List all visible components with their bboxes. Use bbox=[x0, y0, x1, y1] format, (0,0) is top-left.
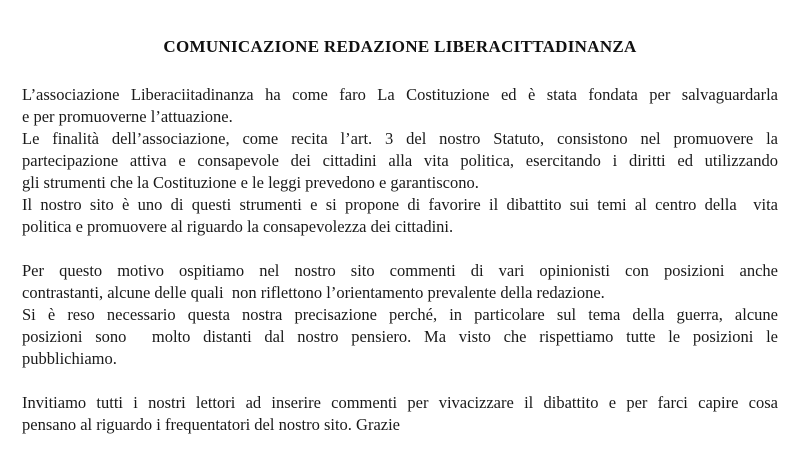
text-line: Per questo motivo ospitiamo nel nostro sito commenti di vari opinionisti con posizioni anche bbox=[22, 261, 778, 280]
text-block bbox=[22, 84, 778, 238]
paragraph bbox=[22, 304, 778, 370]
text-line: posizioni sono molto distanti dal nostro pensiero. Ma visto che rispettiamo tutte le posizioni le bbox=[22, 327, 778, 346]
text-block bbox=[22, 260, 778, 370]
text-line: partecipazione attiva e consapevole dei cittadini alla vita politica, esercitando i diritti ed utilizzando bbox=[22, 151, 778, 170]
text-line: Le finalità dell’associazione, come recita l’art. 3 del nostro Statuto, consistono nel promuovere la bbox=[22, 129, 778, 148]
text-line: Si è reso necessario questa nostra precisazione perché, in particolare sul tema della guerra, alcune bbox=[22, 305, 778, 324]
text-line: L’associazione Liberaciitadinanza ha come faro La Costituzione ed è stata fondata per salvaguardarla bbox=[22, 85, 778, 104]
text-line: Il nostro sito è uno di questi strumenti e si propone di favorire il dibattito sui temi al centro della vita bbox=[22, 195, 778, 214]
paragraph bbox=[22, 260, 778, 304]
paragraph bbox=[22, 392, 778, 436]
text-line: pensano al riguardo i frequentatori del nostro sito. Grazie bbox=[22, 415, 401, 434]
paragraph bbox=[22, 194, 778, 238]
document-body bbox=[22, 84, 778, 436]
text-line: gli strumenti che la Costituzione e le leggi prevedono e garantiscono. bbox=[22, 173, 479, 192]
text-line: e per promuoverne l’attuazione. bbox=[22, 107, 233, 126]
paragraph bbox=[22, 128, 778, 194]
text-block bbox=[22, 392, 778, 436]
text-line: contrastanti, alcune delle quali non riflettono l’orientamento prevalente della redazione. bbox=[22, 283, 605, 302]
text-line: politica e promuovere al riguardo la consapevolezza dei cittadini. bbox=[22, 217, 454, 236]
paragraph bbox=[22, 84, 778, 128]
text-line: Invitiamo tutti i nostri lettori ad inserire commenti per vivacizzare il dibattito e per farci capire cosa bbox=[22, 393, 778, 412]
text-line: pubblichiamo. bbox=[22, 349, 117, 368]
document-title: COMUNICAZIONE REDAZIONE LIBERACITTADINANZA bbox=[163, 37, 637, 56]
